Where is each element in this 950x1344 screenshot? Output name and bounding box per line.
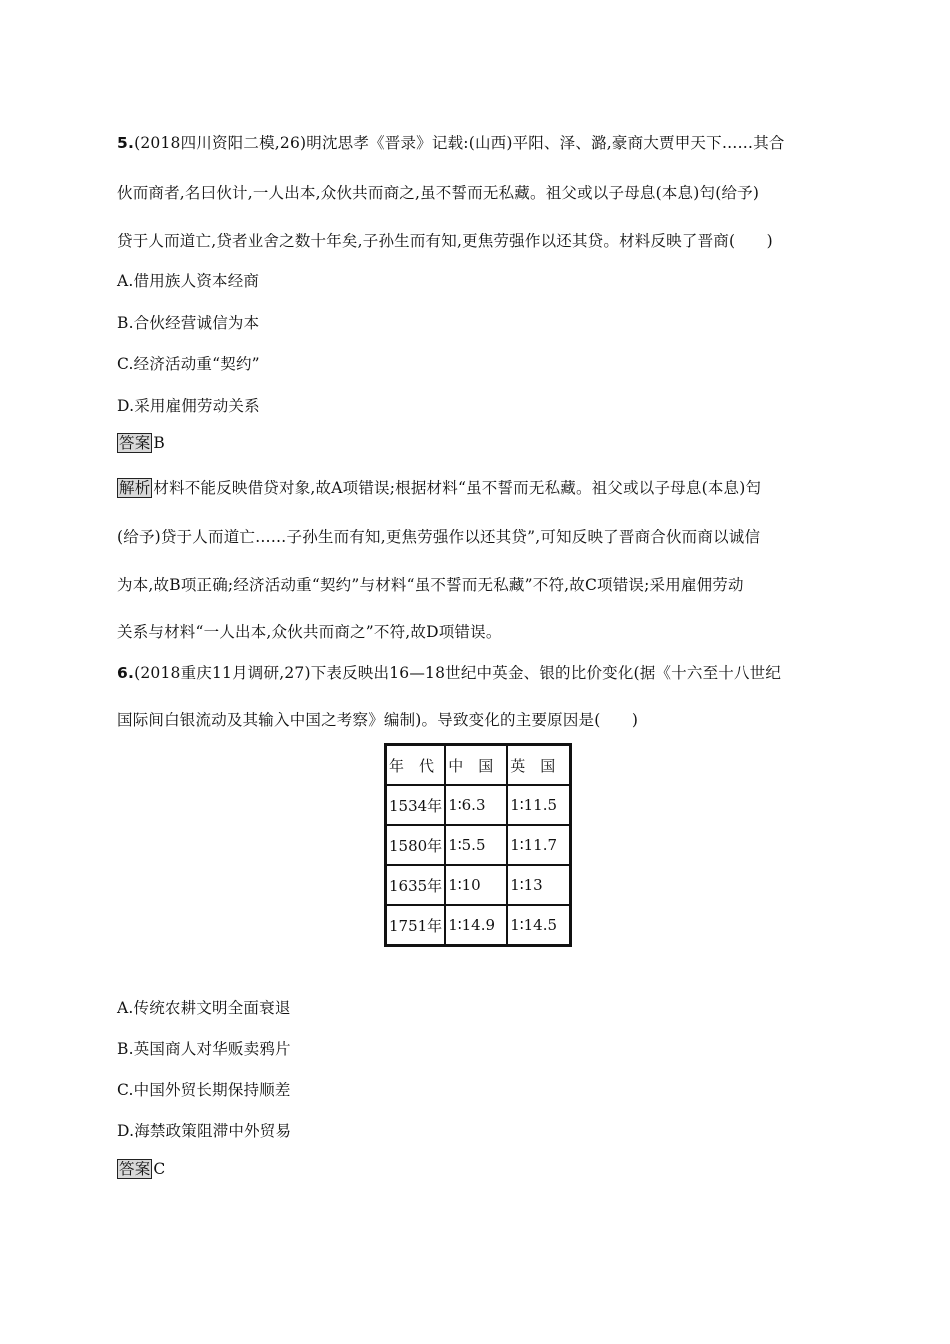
table-cell: 1∶10 (445, 865, 507, 905)
table-header-row (386, 745, 571, 786)
gold-silver-ratio-table (384, 743, 572, 947)
q6-stem-text-1: (2018重庆11月调研,27)下表反映出16—18世纪中英金、银的比价变化(据《十六至十八世纪 (134, 664, 782, 682)
table-cell: 1∶13 (507, 865, 571, 905)
q5-option-d: D.采用雇佣劳动关系 (117, 397, 260, 415)
q5-number: 5. (117, 134, 135, 152)
q6-answer-value: C (153, 1160, 166, 1178)
table-cell: 1∶14.5 (507, 905, 571, 946)
q5-option-b: B.合伙经营诚信为本 (117, 314, 260, 332)
table-cell: 1∶11.7 (507, 825, 571, 865)
table-cell: 1∶14.9 (445, 905, 507, 946)
table-row (386, 785, 571, 825)
q5-option-c: C.经济活动重“契约” (117, 355, 260, 373)
table-cell: 1751年 (386, 905, 446, 946)
q5-option-a: A.借用族人资本经商 (117, 272, 260, 290)
table-row (386, 865, 571, 905)
q6-answer (117, 1159, 850, 1179)
table-cell: 1635年 (386, 865, 446, 905)
table-header-cell: 中 国 (445, 745, 507, 786)
q6-option-a: A.传统农耕文明全面衰退 (117, 999, 291, 1017)
q6-number: 6. (117, 664, 135, 682)
table-row (386, 905, 571, 946)
answer-tag: 答案 (119, 434, 151, 452)
q5-stem-line-3: 贷于人而道亡,贷者业舍之数十年矣,子孙生而有知,更焦劳强作以还其贷。材料反映了晋商( ) (117, 232, 773, 250)
analysis-tag: 解析 (119, 479, 151, 497)
q6-stem-line-2: 国际间白银流动及其输入中国之考察》编制)。导致变化的主要原因是( ) (117, 711, 639, 729)
table-header-cell: 英 国 (507, 745, 571, 786)
table-cell: 1∶6.3 (445, 785, 507, 825)
answer-tag: 答案 (119, 1160, 151, 1178)
q6-stem-line-1 (117, 661, 850, 683)
q5-answer (117, 433, 850, 453)
table-cell: 1534年 (386, 785, 446, 825)
q5-stem-text-1: (2018四川资阳二模,26)明沈思孝《晋录》记载:(山西)平阳、泽、潞,豪商大贾甲天下……其合 (134, 134, 785, 152)
q5-analysis-line-4: 关系与材料“一人出本,众伙共而商之”不符,故D项错误。 (117, 623, 502, 641)
q5-analysis-line-2: (给予)贷于人而道亡……子孙生而有知,更焦劳强作以还其贷”,可知反映了晋商合伙而商以诚信 (117, 528, 761, 546)
q5-stem-line-2: 伙而商者,名曰伙计,一人出本,众伙共而商之,虽不誓而无私藏。祖父或以子母息(本息)匄(给予) (117, 184, 760, 202)
q5-answer-value: B (153, 434, 165, 452)
q6-option-d: D.海禁政策阻滞中外贸易 (117, 1122, 292, 1140)
q6-option-c: C.中国外贸长期保持顺差 (117, 1081, 291, 1099)
table-cell: 1∶5.5 (445, 825, 507, 865)
q5-analysis-text-1: 材料不能反映借贷对象,故A项错误;根据材料“虽不誓而无私藏。祖父或以子母息(本息)匄 (153, 479, 762, 497)
table-row (386, 825, 571, 865)
table-cell: 1580年 (386, 825, 446, 865)
q5-analysis-line-3: 为本,故B项正确;经济活动重“契约”与材料“虽不誓而无私藏”不符,故C项错误;采用雇佣劳动 (117, 576, 744, 594)
table-cell: 1∶11.5 (507, 785, 571, 825)
q6-option-b: B.英国商人对华贩卖鸦片 (117, 1040, 291, 1058)
q5-stem-line-1 (117, 131, 850, 153)
table-header-cell: 年 代 (386, 745, 446, 786)
q5-analysis-line-1 (117, 476, 850, 498)
